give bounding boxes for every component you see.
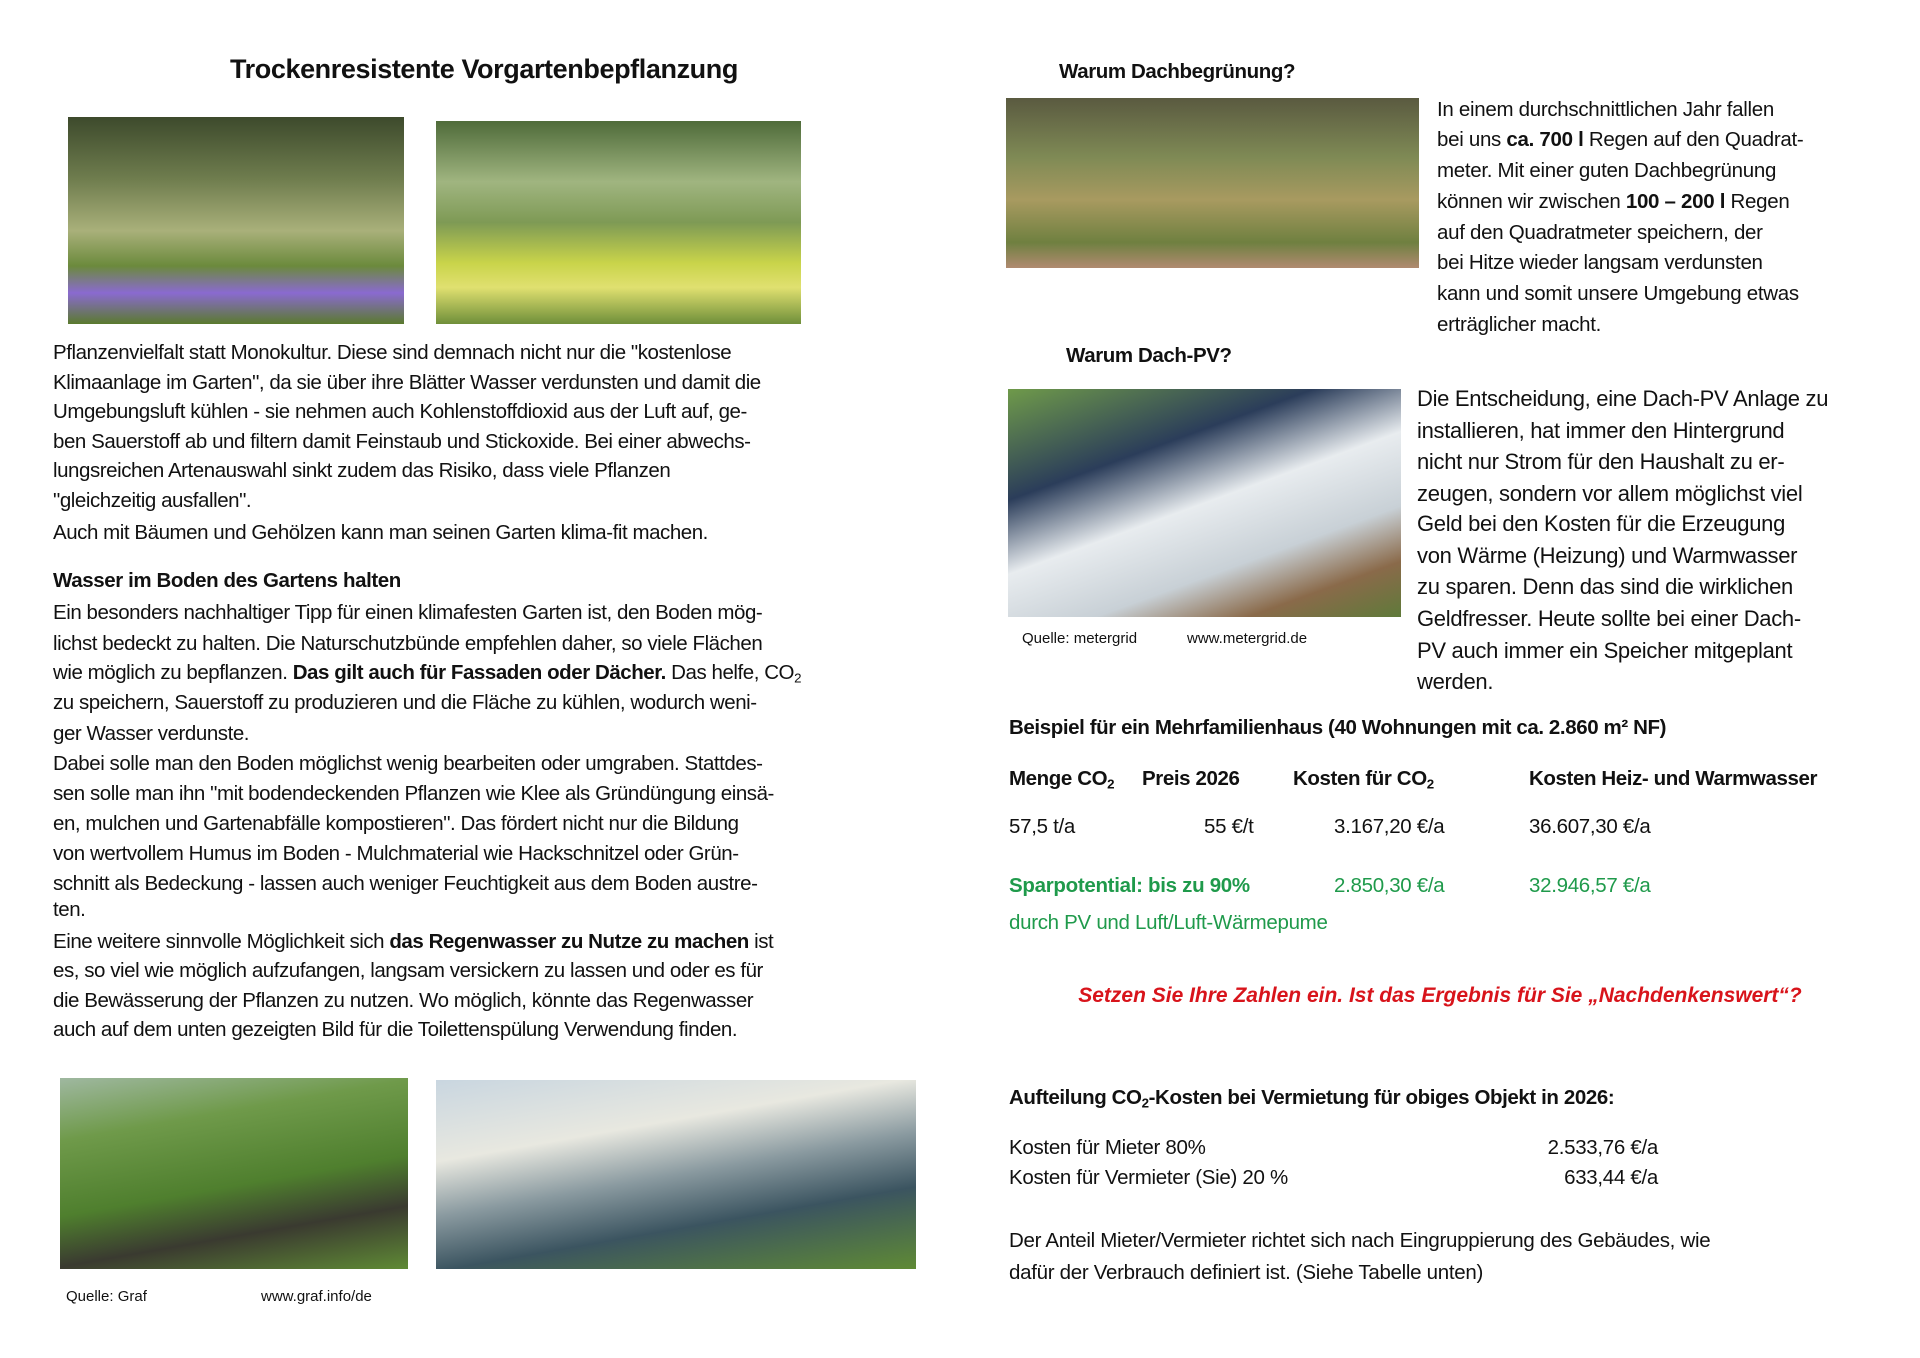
text: ten.	[53, 898, 86, 921]
text: bei uns	[1437, 128, 1507, 151]
text-line	[1437, 281, 1799, 307]
text: können wir zwischen	[1437, 190, 1626, 213]
text-line	[53, 429, 751, 455]
text-line	[53, 370, 761, 396]
drought-garden-photo-grasses	[68, 117, 404, 324]
text-line	[1437, 189, 1789, 215]
text-line	[1417, 480, 1802, 508]
text-line	[53, 751, 763, 777]
pv-heading: Warum Dach-PV?	[1066, 344, 1232, 367]
text: Das helfe, CO	[665, 661, 795, 684]
value-co2-amount: 57,5 t/a	[1009, 815, 1075, 838]
final-text-line: dafür der Verbrauch definiert ist. (Siehe Tabelle unten)	[1009, 1261, 1483, 1284]
text-line	[1417, 417, 1784, 445]
text-line	[53, 600, 762, 626]
value-price: 55 €/t	[1204, 815, 1254, 838]
text: Regen	[1725, 190, 1790, 213]
split-heading	[1009, 1086, 1614, 1110]
text-line	[53, 631, 762, 657]
text-line	[53, 958, 763, 984]
text: sen solle man ihn "mit bodendeckenden Pflanzen wie Klee als Gründüngung einsä-	[53, 782, 774, 805]
text-line	[53, 1017, 737, 1043]
text: von Wärme (Heizung) und Warmwasser	[1417, 543, 1798, 568]
split-tenant-value: 2.533,76 €/a	[1547, 1136, 1658, 1159]
text-line	[1437, 158, 1776, 184]
text: werden.	[1417, 669, 1494, 694]
text-line	[53, 399, 747, 425]
text: Eine weitere sinnvolle Möglichkeit sich	[53, 930, 390, 953]
final-text-line: Der Anteil Mieter/Vermieter richtet sich nach Eingruppierung des Gebäudes, wie	[1009, 1229, 1711, 1252]
rainwater-house-illustration	[436, 1080, 916, 1269]
text-line	[1417, 385, 1828, 413]
savings-co2-cost: 2.850,30 €/a	[1334, 874, 1445, 897]
text: lungsreichen Artenauswahl sinkt zudem das Risiko, dass viele Pflanzen	[53, 459, 671, 482]
pv-caption-source: Quelle: metergrid	[1022, 630, 1138, 647]
text: wie möglich zu bepflanzen.	[53, 661, 293, 684]
split-heading-text: Aufteilung CO	[1009, 1086, 1142, 1109]
caption-url: www.graf.info/de	[261, 1288, 372, 1305]
text-line	[1417, 573, 1793, 601]
bold-text: ca. 700 l	[1506, 128, 1584, 151]
text: zu speichern, Sauerstoff zu produzieren und die Fläche zu kühlen, wodurch weni-	[53, 691, 757, 714]
text-line	[1437, 127, 1803, 153]
text: Geld bei den Kosten für die Erzeugung	[1417, 511, 1786, 536]
text: PV auch immer ein Speicher mitgeplant	[1417, 638, 1793, 663]
callout-text: Setzen Sie Ihre Zahlen ein. Ist das Ergebnis für Sie „Nachdenkenswert“?	[1078, 984, 1802, 1007]
green-roof-heading: Warum Dachbegrünung?	[1059, 60, 1296, 83]
section-heading-water: Wasser im Boden des Gartens halten	[53, 569, 401, 592]
subscript: 2	[1107, 776, 1115, 792]
text-line	[1417, 605, 1801, 633]
text-line	[1417, 542, 1797, 570]
text: lichst bedeckt zu halten. Die Naturschutzbünde empfehlen daher, so viele Flächen	[53, 632, 763, 655]
text: Ein besonders nachhaltiger Tipp für einen klimafesten Garten ist, den Boden mög-	[53, 601, 763, 624]
text: installieren, hat immer den Hintergrund	[1417, 418, 1785, 443]
subscript: 2	[1141, 1095, 1149, 1111]
col-header-price: Preis 2026	[1142, 767, 1240, 790]
text: von wertvollem Humus im Boden - Mulchmaterial wie Hackschnitzel oder Grün-	[53, 842, 739, 865]
text: Umgebungsluft kühlen - sie nehmen auch Kohlenstoffdioxid aus der Luft auf, ge-	[53, 400, 747, 423]
text: ist	[748, 930, 774, 953]
text: nicht nur Strom für den Haushalt zu er-	[1417, 449, 1785, 474]
text-line	[1417, 668, 1493, 696]
savings-label: Sparpotential: bis zu 90%	[1009, 874, 1250, 897]
text-line	[53, 988, 753, 1014]
text-line	[1437, 97, 1774, 123]
text: die Bewässerung der Pflanzen zu nutzen. Wo möglich, könnte das Regenwasser	[53, 989, 754, 1012]
text-line	[53, 488, 251, 514]
text: Dabei solle man den Boden möglichst wenig bearbeiten oder umgraben. Stattdes-	[53, 752, 763, 775]
text-line	[1417, 637, 1792, 665]
savings-note: durch PV und Luft/Luft-Wärmepume	[1009, 911, 1328, 934]
text-line	[53, 897, 85, 923]
split-tenant-label: Kosten für Mieter 80%	[1009, 1136, 1206, 1159]
split-landlord-value: 633,44 €/a	[1564, 1166, 1658, 1189]
text-line	[53, 458, 670, 484]
text: erträglicher macht.	[1437, 313, 1602, 336]
col-header-text: Kosten für CO	[1293, 767, 1427, 790]
pv-caption-url: www.metergrid.de	[1187, 630, 1308, 647]
text: Auch mit Bäumen und Gehölzen kann man seinen Garten klima-fit machen.	[53, 521, 708, 544]
text-line	[53, 721, 249, 747]
col-header-co2-cost	[1293, 767, 1434, 791]
pv-roof-building-photo	[1008, 389, 1401, 617]
text: schnitt als Bedeckung - lassen auch weniger Feuchtigkeit aus dem Boden austre-	[53, 872, 758, 895]
text: es, so viel wie möglich aufzufangen, langsam versickern zu lassen und oder es für	[53, 959, 763, 982]
savings-heating-cost: 32.946,57 €/a	[1529, 874, 1651, 897]
text: meter. Mit einer guten Dachbegrünung	[1437, 159, 1777, 182]
text: ger Wasser verdunste.	[53, 722, 250, 745]
text: Pflanzenvielfalt statt Monokultur. Diese sind demnach nicht nur die "kostenlose	[53, 341, 732, 364]
split-heading-text: -Kosten bei Vermietung für obiges Objekt in 2026:	[1148, 1086, 1615, 1109]
drought-garden-photo-flowers	[436, 121, 801, 324]
rainwater-tank-illustration	[60, 1078, 408, 1269]
split-landlord-label: Kosten für Vermieter (Sie) 20 %	[1009, 1166, 1288, 1189]
text-line	[1437, 220, 1763, 246]
text-line	[53, 690, 757, 716]
text-line	[1437, 312, 1601, 338]
text-line	[53, 520, 708, 546]
text: auch auf dem unten gezeigten Bild für die Toilettenspülung Verwendung finden.	[53, 1018, 738, 1041]
text: Klimaanlage im Garten", da sie über ihre Blätter Wasser verdunsten und damit die	[53, 371, 761, 394]
bold-text: 100 – 200 l	[1625, 190, 1726, 213]
subscript: 2	[1426, 776, 1434, 792]
example-heading: Beispiel für ein Mehrfamilienhaus (40 Wohnungen mit ca. 2.860 m² NF)	[1009, 716, 1667, 739]
text: ben Sauerstoff ab und filtern damit Feinstaub und Stickoxide. Bei einer abwechs-	[53, 430, 751, 453]
text-line	[53, 340, 731, 366]
text: Geldfresser. Heute sollte bei einer Dach-	[1417, 606, 1801, 631]
text: Die Entscheidung, eine Dach-PV Anlage zu	[1417, 386, 1829, 411]
text: kann und somit unsere Umgebung etwas	[1437, 282, 1799, 305]
col-header-text: Menge CO	[1009, 767, 1108, 790]
text: en, mulchen und Gartenabfälle kompostieren". Das fördert nicht nur die Bildung	[53, 812, 739, 835]
value-heating-cost: 36.607,30 €/a	[1529, 815, 1651, 838]
text-line	[53, 811, 739, 837]
text: Regen auf den Quadrat-	[1583, 128, 1804, 151]
col-header-co2-amount	[1009, 767, 1114, 791]
text: zu sparen. Denn das sind die wirklichen	[1417, 574, 1793, 599]
text: "gleichzeitig ausfallen".	[53, 489, 252, 512]
subscript: 2	[794, 670, 802, 686]
text: bei Hitze wieder langsam verdunsten	[1437, 251, 1763, 274]
value-co2-cost: 3.167,20 €/a	[1334, 815, 1445, 838]
text-line	[53, 871, 757, 897]
caption-source: Quelle: Graf	[66, 1288, 147, 1305]
text: zeugen, sondern vor allem möglichst viel	[1417, 481, 1803, 506]
text-line	[53, 841, 739, 867]
text: auf den Quadratmeter speichern, der	[1437, 221, 1763, 244]
text-line	[53, 660, 801, 691]
page-title: Trockenresistente Vorgartenbepflanzung	[230, 54, 738, 84]
text-line	[53, 781, 774, 807]
text-line	[1417, 510, 1785, 538]
bold-text: das Regenwasser zu Nutze zu machen	[389, 930, 749, 953]
green-roof-photo	[1006, 98, 1419, 268]
text-line	[1417, 448, 1784, 476]
text-line	[1437, 250, 1763, 276]
text-line	[53, 929, 773, 955]
text: In einem durchschnittlichen Jahr fallen	[1437, 98, 1774, 121]
bold-text: Das gilt auch für Fassaden oder Dächer.	[292, 661, 666, 684]
col-header-heating-cost: Kosten Heiz- und Warmwasser	[1529, 767, 1818, 790]
